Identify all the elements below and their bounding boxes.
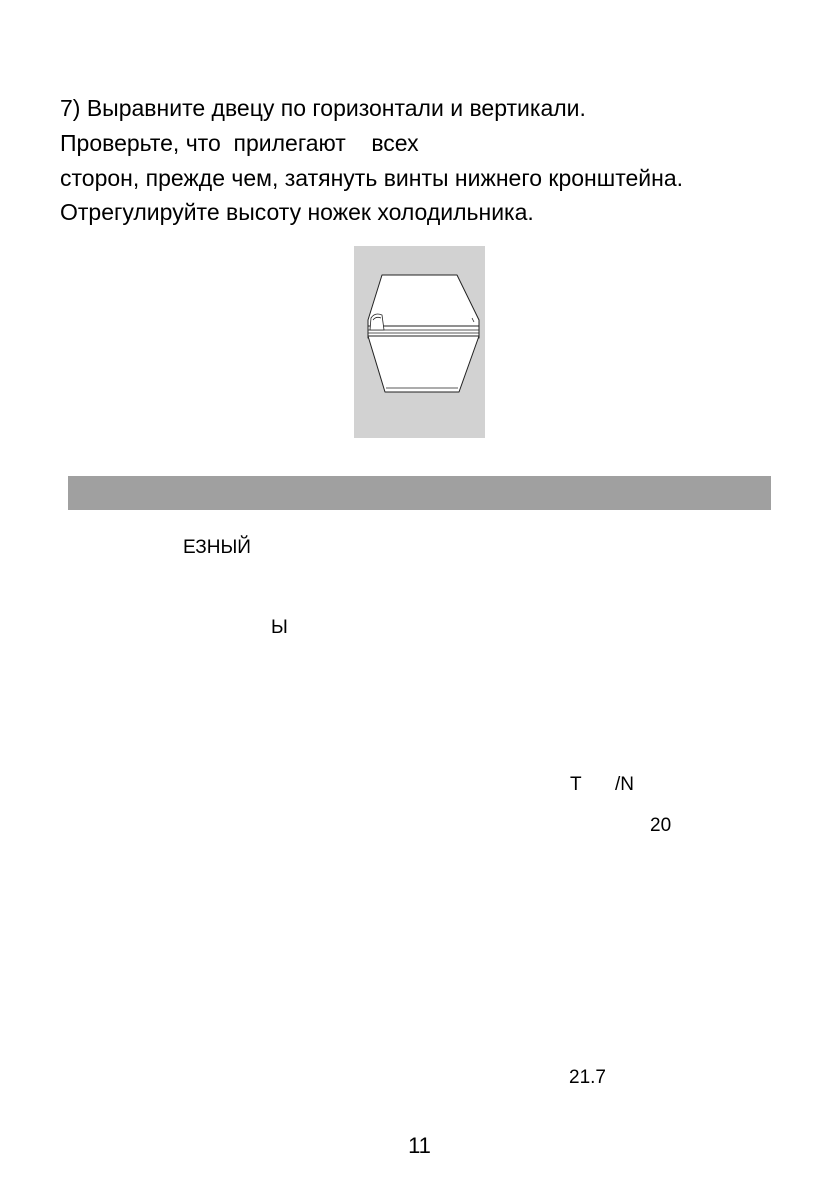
instruction-line-4: Отрегулируйте высоту ножек холодильника. [60,199,534,225]
text-fragment-2: Ы [271,617,288,638]
section-header-bar [68,476,771,510]
fridge-lower-panel [368,336,479,392]
instruction-line-1: 7) Выравните двецу по горизонтали и вертикали. [60,95,586,121]
text-fragment-3b: /N [615,774,634,795]
instruction-line-3: сторон, прежде чем, затянуть винты нижнего кронштейна. [60,165,684,191]
instruction-line-2: Проверьте, что прилегают всех [60,130,419,156]
text-fragment-3a: T [570,774,582,795]
text-fragment-4: 20 [650,815,672,836]
fridge-top-panel [368,275,479,330]
text-fragment-5: 21.7 [569,1067,606,1088]
page-number: 11 [408,1133,431,1158]
text-fragment-1: ЕЗНЫЙ [183,537,251,558]
refrigerator-illustration [354,246,485,438]
refrigerator-drawing [354,246,485,438]
